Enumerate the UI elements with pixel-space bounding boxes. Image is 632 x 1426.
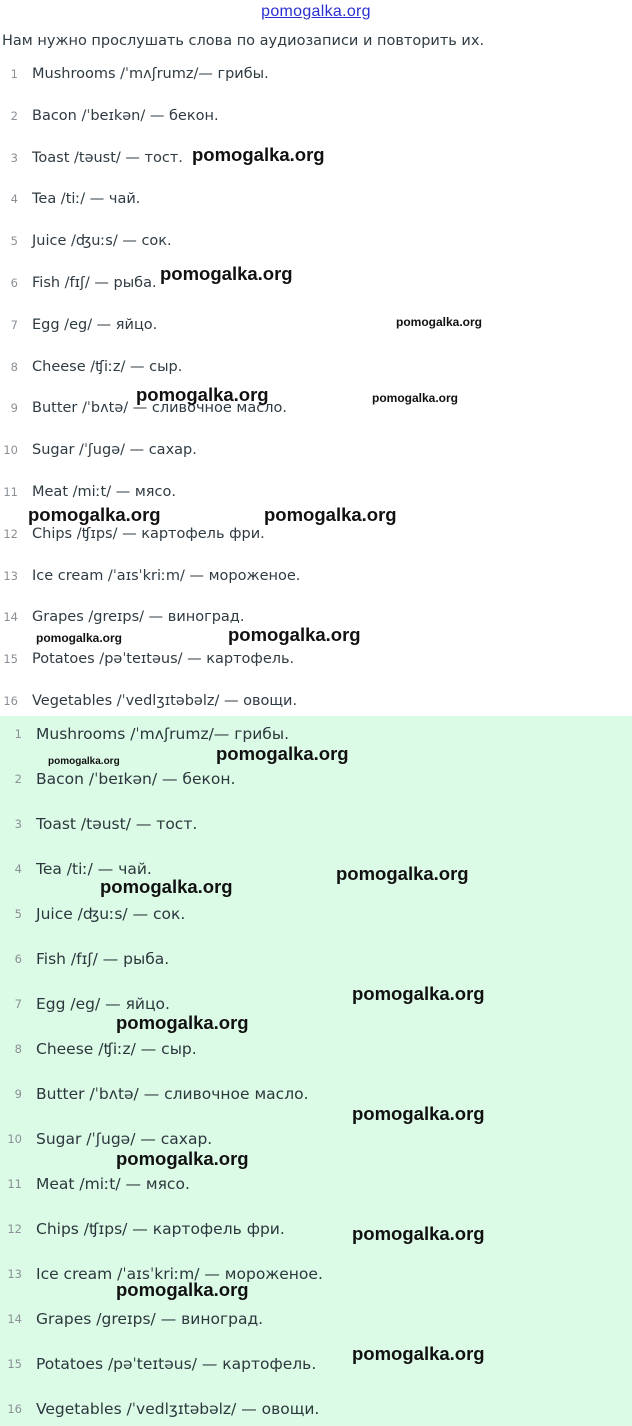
watermark: pomogalka.org [228,624,361,645]
item-text: Bacon /ˈbeɪkən/ — бекон. [32,107,219,124]
watermark: pomogalka.org [160,263,293,284]
item-number: 7 [14,997,22,1011]
watermark: pomogalka.org [396,315,483,329]
item-text: Chips /ʧɪps/ — картофель фри. [32,525,265,542]
item-text: Mushrooms /ˈmʌʃrumz/— грибы. [32,66,269,82]
item-text: Ice cream /ˈaɪsˈkriːm/ — мороженое. [32,567,301,584]
item-text: Juice /ʤuːs/ — сок. [32,233,172,250]
item-text: Cheese /ʧiːz/ — сыр. [32,358,183,375]
item-number: 11 [7,1177,22,1191]
list-item [0,355,632,379]
item-text: Egg /eg/ — яйцо. [32,316,158,333]
item-number: 1 [14,727,22,741]
item-text: Toast /təust/ — тост. [36,815,198,833]
list-item [0,992,632,1016]
watermark: pomogalka.org [136,384,269,405]
intro-text: Нам нужно прослушать слова по аудиозаписи и повторить их. [2,33,485,49]
item-number: 9 [14,1087,22,1101]
item-number: 1 [10,67,18,81]
list-item [0,187,632,211]
watermark: pomogalka.org [352,983,485,1004]
list-item [0,1127,632,1151]
watermark: pomogalka.org [264,504,397,525]
item-text: Butter /ˈbʌtə/ — сливочное масло. [36,1085,309,1103]
item-text: Meat /miːt/ — мясо. [36,1175,190,1193]
watermark: pomogalka.org [116,1012,249,1033]
item-number: 12 [7,1222,22,1236]
item-number: 14 [3,610,18,625]
item-number: 11 [3,485,18,499]
item-text: Meat /miːt/ — мясо. [32,484,176,500]
item-text: Bacon /ˈbeɪkən/ — бекон. [36,770,236,788]
item-text: Vegetables /ˈvedlʒɪtəbəlz/ — овощи. [32,693,298,709]
item-text: Tea /tiː/ — чай. [36,860,152,878]
item-text: Toast /təust/ — тост. [32,149,183,166]
item-number: 8 [14,1042,22,1056]
list-item [0,1217,632,1241]
list-item [0,647,632,671]
list-item [0,104,632,128]
item-number: 6 [14,952,22,966]
list-item [0,1172,632,1196]
list-item [0,229,632,253]
list-item [0,480,632,504]
item-number: 6 [10,276,18,290]
item-text: Egg /eg/ — яйцо. [36,995,170,1013]
item-text: Butter /ˈbʌtə/ — сливочное масло. [32,400,287,417]
list-item [0,1037,632,1061]
item-text: Tea /tiː/ — чай. [32,191,141,208]
list-item [0,313,632,337]
item-number: 10 [3,443,18,458]
item-number: 10 [7,1132,22,1146]
item-text: Fish /fɪʃ/ — рыба. [36,950,170,968]
item-number: 3 [14,817,22,831]
list-item [0,812,632,836]
item-number: 3 [10,150,18,165]
item-number: 8 [10,359,18,374]
watermark: pomogalka.org [352,1343,485,1364]
item-number: 5 [14,907,22,921]
watermark: pomogalka.org [100,876,233,897]
list-item [0,438,632,462]
item-number: 5 [10,234,18,249]
watermark: pomogalka.org [192,144,325,165]
watermark: pomogalka.org [372,391,459,405]
list-item [0,564,632,588]
item-text: Potatoes /pəˈteɪtəus/ — картофель. [36,1355,317,1373]
list-item [0,1307,632,1331]
item-text: Mushrooms /ˈmʌʃrumz/— грибы. [36,725,290,743]
item-text: Grapes /greɪps/ — виноград. [32,609,245,626]
item-text: Ice cream /ˈaɪsˈkriːm/ — мороженое. [36,1265,323,1283]
watermark: pomogalka.org [116,1279,249,1300]
item-text: Potatoes /pəˈteɪtəus/ — картофель. [32,651,295,668]
list-item [0,1397,632,1421]
watermark: pomogalka.org [352,1103,485,1124]
item-text: Sugar /ˈʃugə/ — сахар. [36,1130,213,1148]
watermark: pomogalka.org [352,1223,485,1244]
watermark: pomogalka.org [36,631,123,645]
item-number: 4 [10,192,18,207]
list-item [0,947,632,971]
item-number: 14 [7,1312,22,1326]
watermark: pomogalka.org [48,756,120,767]
item-number: 13 [3,568,18,583]
item-number: 12 [3,526,18,541]
item-text: Grapes /greɪps/ — виноград. [36,1310,264,1328]
site-header-link[interactable]: pomogalka.org [261,3,371,20]
watermark: pomogalka.org [28,504,161,525]
item-number: 16 [3,694,18,708]
watermark: pomogalka.org [336,863,469,884]
item-text: Chips /ʧɪps/ — картофель фри. [36,1220,285,1238]
item-number: 9 [10,401,18,416]
word-list-2-section [0,716,632,1426]
item-text: Sugar /ˈʃugə/ — сахар. [32,442,197,459]
item-number: 2 [10,108,18,123]
item-text: Juice /ʤuːs/ — сок. [36,905,186,923]
list-item [0,62,632,86]
item-text: Cheese /ʧiːz/ — сыр. [36,1040,197,1058]
list-item [0,689,632,713]
list-item [0,1352,632,1376]
item-number: 15 [7,1357,22,1371]
watermark: pomogalka.org [116,1148,249,1169]
item-number: 2 [14,772,22,786]
watermark: pomogalka.org [216,743,349,764]
list-item [0,396,632,420]
item-number: 15 [3,652,18,667]
list-item [0,902,632,926]
list-item [0,857,632,881]
item-number: 7 [10,317,18,332]
list-item [0,1082,632,1106]
item-number: 4 [14,862,22,876]
item-number: 13 [7,1267,22,1281]
item-number: 16 [7,1402,22,1416]
list-item [0,271,632,295]
list-item [0,1262,632,1286]
item-text: Vegetables /ˈvedlʒɪtəbəlz/ — овощи. [36,1400,320,1418]
list-item [0,767,632,791]
item-text: Fish /fɪʃ/ — рыба. [32,275,157,291]
